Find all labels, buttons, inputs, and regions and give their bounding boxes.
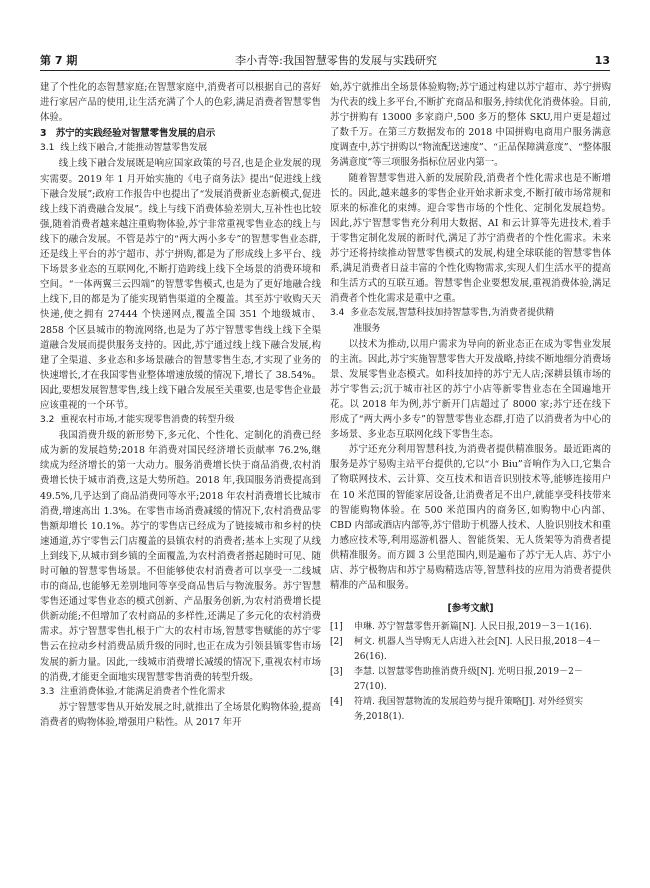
reference-number: [2] (330, 637, 343, 648)
left-column (40, 80, 321, 730)
subsection-number: 3.1 (40, 143, 55, 154)
reference-item (330, 695, 611, 725)
paragraph: 始,苏宁就推出全场景体验购物;苏宁通过构建以苏宁超市、苏宁拼购为代表的线上多平台,不断扩充商品和服务,持续优化消费体验。目前,苏宁拼购有 13000 多家商户,500 多万的整体 SKU,用户更是超过了数千万。在第三方数据发布的 2018 中国拼购电商用户服务满意度调查中,苏宁拼购以“物流配送速度”、“正品保障满意度”、“整体服务满意度”等三项服务指标位居业内第一。 (330, 82, 611, 169)
subsection-title-cont: 准服务 (353, 323, 381, 334)
paragraph: 苏宁还充分利用智慧科技,为消费者提供精准服务。最近距离的服务是苏宁易购主站平台提供的,它以“小 Biu”音响作为入口,它集合了物联网技术、云计算、交互技术和语音识别技术等,能够连接用户在 10 米范围的智能家居设备,让消费者足不出户,就能享受科技带来的智能购物体验。在 500 米范围内的商务区,如购物中心内部、CBD 内部或酒店内部等,苏宁借助于机器人技术、人脸识别技术和重力感应技术等,利用巡游机器人、智能货架、无人货架等为消费者提供精准服务。而方圆 3 公里范围内,则是遍布了苏宁无人店、苏宁小店、苏宁极物店和苏宁易购精选店等,智慧科技的应用为消费者提供精准的产品和服务。 (330, 444, 611, 592)
subsection-heading (40, 141, 321, 156)
right-column (330, 80, 611, 730)
subsection-heading (40, 685, 321, 700)
reference-text: 申琳. 苏宁智慧零售开新篇[N]. 人民日报,2019－3－1(16). (354, 622, 592, 633)
subsection-number: 3.4 (330, 308, 345, 319)
reference-number: [4] (330, 697, 343, 708)
subsection-title: 注重消费体验,才能满足消费者个性化需求 (60, 686, 226, 697)
subsection-title: 线上线下融合,才能推动智慧零售发展 (60, 143, 208, 154)
reference-item (330, 635, 611, 665)
paragraph: 我国消费升级的新形势下,多元化、个性化、定制化的消费已经成为新的发展趋势;2018 年消费对国民经济增长贡献率 76.2%,继续成为经济增长的第一大动力。服务消费增长快于商品消费,农村消费增长快于城市消费,这是大势所趋。2018 年,我国服务消费提高到 49.5%,几乎达到了商品消费同等水平;2018 年农村消费增长比城市消费,增速高出 1.3%。在零售市场消费减缓的情况下,农村消费品零售额却增长 10.1%。苏宁的零售店已经成为了链接城市和乡村的快速通道,苏宁零售云门店覆盖的县镇农村的消费者;基本上实现了从线上到线下,从城市到乡镇的全面覆盖,为农村消费者搭起随时可见、随时可触的智慧零售场景。不但能够使农村消费者可以享受一二线城市的商品,也能够无差别地同等享受商品售后与物流服务。苏宁智慧零售还通过零售业态的模式创新、产品服务创新,为农村消费增长提供新动能;不但增加了农村商品的多样性,还满足了多元化的农村消费需求。苏宁智慧零售扎根于广大的农村市场,智慧零售赋能的苏宁零售云在拉动乡村消费品质升级的同时,也正在成为引领县镇零售市场发展的新力量。因此,一线城市消费增长减缓的情况下,重视农村市场的消费,才能更全面地实现智慧零售消费的转型升级。 (40, 430, 321, 683)
reference-number: [1] (330, 622, 343, 633)
issue-label: 第 7 期 (40, 54, 78, 67)
page-number: 13 (594, 54, 610, 67)
references-heading: [参考文献] (447, 603, 494, 615)
reference-item (330, 665, 611, 695)
paragraph: 苏宁智慧零售从开始发展之时,就推出了全场景化购物体验,提高消费者的购物体验,增强用户粘性。从 2017 年开 (40, 701, 321, 728)
body-columns (40, 80, 611, 730)
subsection-title: 重视农村市场,才能实现零售消费的转型升级 (60, 415, 235, 426)
paragraph: 建了个性化的态智慧家庭;在智慧家庭中,消费者可以根据自己的喜好进行家居产品的使用,让生活充满了个人的色彩,满足消费者智慧零售体验。 (40, 82, 321, 124)
subsection-number: 3.2 (40, 415, 55, 426)
reference-text: 柯文. 机器人当导购无人店进入社会[N]. 人民日报,2018－4－26(16). (354, 637, 601, 663)
subsection-heading (40, 413, 321, 428)
paragraph: 随着智慧零售进入新的发展阶段,消费者个性化需求也是不断增长的。因此,越来越多的零售企业开始求新求变,不断打破市场常规和原来的标准化的束缚。迎合零售市场的个性化、定制化发展趋势。因此,苏宁智慧零售充分利用大数据、AI 和云计算等先进技术,着手于零售定制化发展的新时代,满足了苏宁消费者的个性化需求。未来苏宁还将持续推动智慧零售模式的发展,构建全球联能的智慧零售体系,满足消费者日益丰富的个性化购物需求,实现人们生活水平的提高和生活方式的互联互通。智慧零售企业要想发展,重视消费体验,满足消费者个性化需求是重中之重。 (330, 172, 611, 305)
section-heading: 3 苏宁的实践经验对智慧零售发展的启示 (40, 128, 216, 140)
running-header (40, 52, 610, 71)
paragraph: 以技术为推动,以用户需求为导向的新业态正在成为零售业发展的主流。因此,苏宁实施智慧零售大开发战略,持续不断地细分消费场景、发展零售业态模式。如科技加持的苏宁无人店;深耕县镇市场的苏宁零售云;沉于城市社区的苏宁小店等新零售业态在全国遍地开花。以 2018 年为例,苏宁新开门店超过了 8000 家;苏宁还在线下形成了“两大两小多专”的智慧零售业态群,打造了以消费者为中心的多场景、多业态互联网化线下零售生态。 (330, 338, 611, 441)
paragraph: 线上线下融合发展既是响应国家政策的号召,也是企业发展的现实需要。2019 年 1 月开始实施的《电子商务法》提出“促进线上线下融合发展”;政府工作报告中也提出了“发展消费新业态新模式,促进线上线下消费融合发展”。线上与线下消费体验差别大,互补性也比较强,随着消费者越来越注重购物体验,苏宁非常重视零售业态的线上与线下的融合发展。不管是苏宁的“两大两小多专”的智慧零售业态群,还是线上平台的苏宁超市、苏宁拼购,都是为了形成线上多平台、线下场景多业态的互联网化,不断打造跨线上线下全场景的消费环境和空间。“一体两翼三云四端”的智慧零售模式,也是为了更好地融合线上线下,目的都是为了能实现销售渠道的全覆盖。其至苏宁收购天天快递,使之拥有 27444 个快递网点,覆盖全国 351 个地级城市、2858 个区县城市的物流网络,也是为了苏宁智慧零售线上线下全渠道融合发展而提供服务支持的。因此,苏宁通过线上线下融合发展,构建了全渠道、多业态和多场景融合的智慧零售生态,才实现了业务的快速增长,才在我国零售业整体增速放缓的情况下,增长了 38.54%。因此,要想发展智慧零售,线上线下融合发展至关重要,也是零售企业最应该重视的一个环节。 (40, 158, 321, 411)
reference-text: 李慧. 以智慧零售助推消费升级[N]. 光明日报,2019－2－27(10). (354, 667, 583, 693)
reference-number: [3] (330, 667, 343, 678)
reference-list (330, 620, 611, 725)
subsection-title: 多业态发展,智慧科技加持智慧零售,为消费者提供精 (350, 308, 555, 319)
subsection-number: 3.3 (40, 686, 55, 697)
reference-item (330, 620, 611, 635)
reference-text: 符靖. 我国智慧物流的发展趋势与提升策略[J]. 对外经贸实务,2018(1). (354, 697, 584, 723)
running-title: 李小青等:我国智慧零售的发展与实践研究 (235, 54, 437, 67)
subsection-heading (330, 306, 611, 336)
